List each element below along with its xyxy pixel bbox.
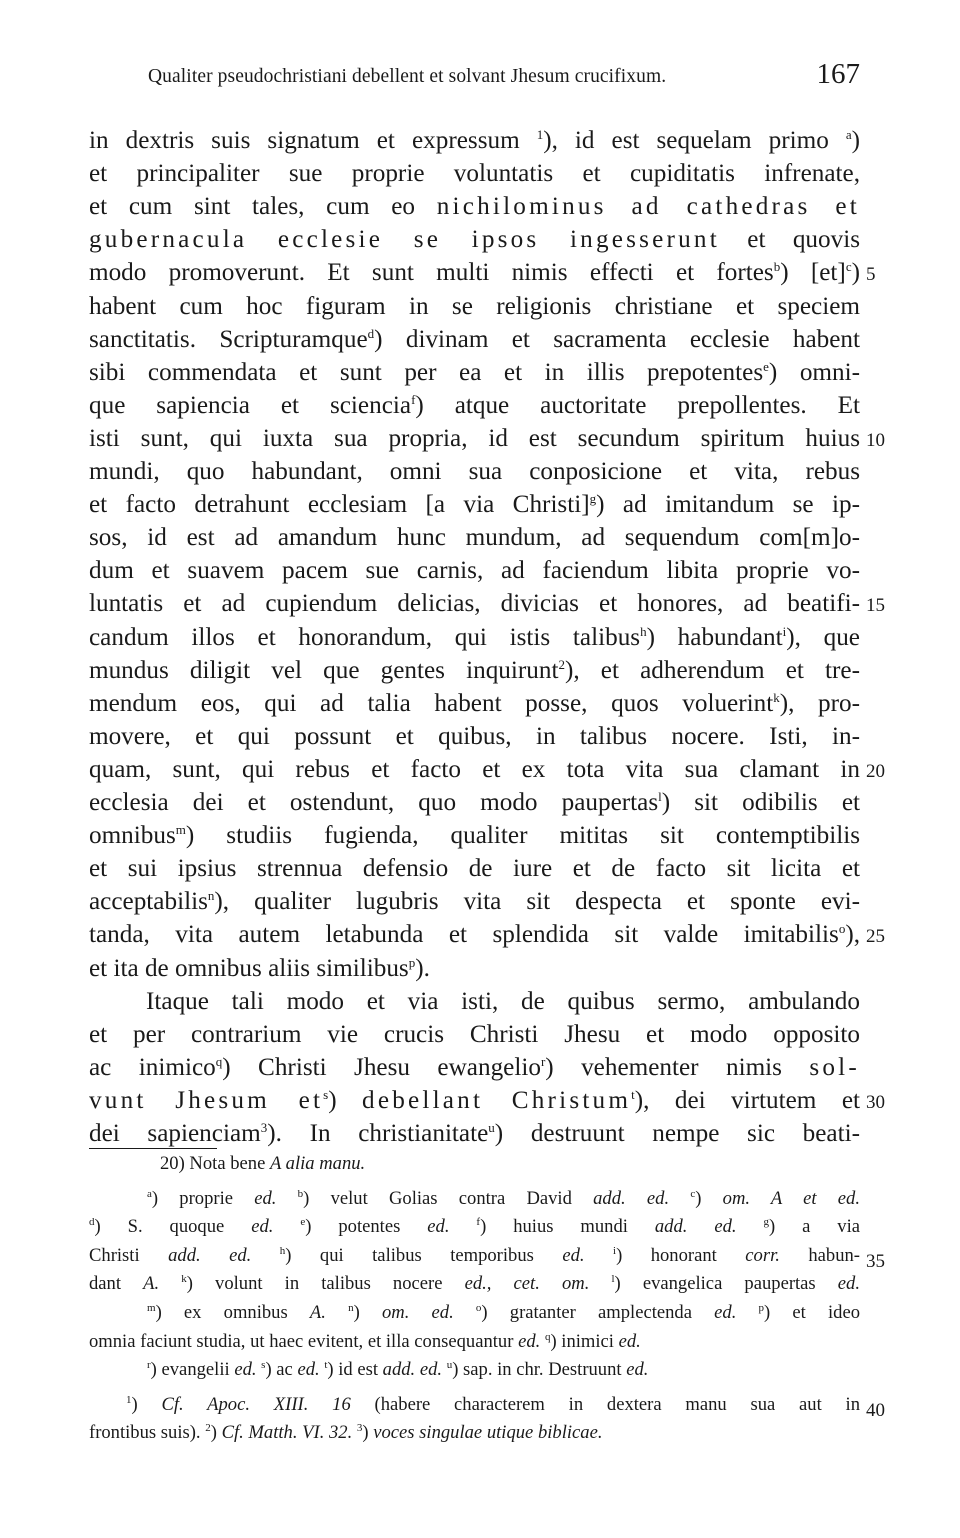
text-line: ac inimico$^q$) Christi Jhesu ewangelio$^r$) vehementer nimis sol- [89,1053,860,1081]
text-line: mendum eos, qui ad talia habent posse, quos voluerint$^k$), pro- [89,689,860,717]
running-title: Qualiter pseudochristiani debellent et solvant Jhesum crucifixum. [148,66,667,87]
page-number: 167 [816,58,860,90]
text-line: et sui ipsius strennua defensio de iure et de facto sit licita et [89,855,860,883]
text-line: et facto detrahunt ecclesiam [a via Christi]$^g$) ad imitandum se ip- [89,491,860,519]
footnote-line: $^m$) ex omnibus A. $^n$) om. ed. $^o$) gratanter amplectenda ed. $^p$) et ideo [147,1302,861,1323]
text-line: sos, id est ad amandum hunc mundum, ad sequendum com[m]o- [89,524,860,552]
text-line: luntatis et ad cupiendum delicias, divicias et honores, ad beatifi- [89,590,860,618]
footnote-rule [89,1148,217,1149]
text-line: et per contrarium vie crucis Christi Jhesu et modo opposito [89,1020,860,1048]
line-number: 20 [866,760,885,782]
footnote-line: $^d$) S. quoque ed. $^e$) potentes ed. $^f$) huius mundi add. ed. $^g$) a via [89,1216,861,1238]
text-line: et ita de omnibus aliis similibus$^p$). [89,954,430,982]
footnote-line: dant A. $^k$) volunt in talibus nocere ed., cet. om. $^l$) evangelica paupertas ed. [89,1273,860,1295]
line-number: 40 [866,1399,885,1421]
footnote-line: $^1$) Cf. Apoc. XIII. 16 (habere characterem in dextera manu sua aut in [126,1393,861,1415]
text-line: mundus diligit vel que gentes inquirunt$^2$), et adherendum et tre- [89,656,860,684]
text-line: isti sunt, qui iuxta sua propria, id est secundum spiritum huius [89,424,860,452]
line-number: 30 [866,1091,885,1113]
text-line: dum et suavem pacem sue carnis, ad faciendum libita proprie vo- [89,557,860,585]
text-line: acceptabilis$^n$), qualiter lugubris vita sit despecta et sponte evi- [89,888,860,916]
text-line: omnibus$^m$) studiis fugienda, qualiter mititas sit contemptibilis [89,822,860,850]
text-line: sibi commendata et sunt per ea et in illis prepotentes$^e$) omni- [89,358,860,386]
footnote-line: frontibus suis). $^2$) Cf. Matth. VI. 32. $^3$) voces singulae utique biblicae. [89,1422,603,1444]
footnote-line: 20) Nota bene A alia manu. [160,1153,366,1174]
text-line: habent cum hoc figuram in se religionis christiane et speciem [89,292,860,320]
line-number: 25 [866,926,885,948]
text-line: gubernacula ecclesie se ipsos ingesserunt et quovis [89,226,860,254]
footnote-line: $^r$) evangelii ed. $^s$) ac ed. $^t$) id est add. ed. $^u$) sap. in chr. Destruunt ed. [147,1359,649,1381]
line-number: 5 [866,264,876,286]
text-line: que sapiencia et sciencia$^f$) atque auctoritate prepollentes. Et [89,391,860,419]
text-line: dei sapienciam$^3$). In christianitate$^u$) destruunt nempe sic beati- [89,1120,860,1147]
text-line: tanda, vita autem letabunda et splendida sit valde imitabilis$^o$), [89,921,860,949]
text-line: in dextris suis signatum et expressum $^1$), id est sequelam primo $^a$) [89,127,860,154]
footnote-line: omnia faciunt studia, ut haec evitent, et illa consequantur ed. $^q$) inimici ed. [89,1330,641,1352]
text-line: sanctitatis. Scripturamque$^d$) divinam et sacramenta ecclesie habent [89,325,860,353]
text-line: mundi, quo habundant, omni sua conposicione et vita, rebus [89,458,860,485]
text-line: candum illos et honorandum, qui istis talibus$^h$) habundant$^i$), que [89,623,860,651]
text-line: movere, et qui possunt et quibus, in talibus nocere. Isti, in- [89,722,860,750]
line-number: 15 [866,595,885,617]
text-line: modo promoverunt. Et sunt multi nimis effecti et fortes$^b$) [et]$^c$) [89,259,860,287]
text-line: vunt Jhesum $et^s$) debellant Christum$^t$), dei virtutem et [89,1086,860,1114]
line-number: 10 [866,429,885,451]
footnote-line: $^a$) proprie ed. $^b$) velut Golias contra David add. ed. $^c$) om. A et ed. [147,1187,860,1209]
running-head [148,58,860,98]
text-line: et principaliter sue proprie voluntatis et cupiditatis infrenate, [89,160,860,188]
text-line: ecclesia dei et ostendunt, quo modo paupertas$^l$) sit odibilis et [89,789,860,816]
text-line: quam, sunt, qui rebus et facto et ex tota vita sua clamant in [89,755,860,783]
line-number: 35 [866,1250,885,1272]
text-line: et cum sint tales, cum eo nichilominus ad cathedras et [89,193,860,221]
text-line: Itaque tali modo et via isti, de quibus sermo, ambulando [146,987,860,1015]
footnote-line: Christi add. ed. $^h$) qui talibus temporibus ed. $^i$) honorant corr. habun- [89,1244,860,1266]
